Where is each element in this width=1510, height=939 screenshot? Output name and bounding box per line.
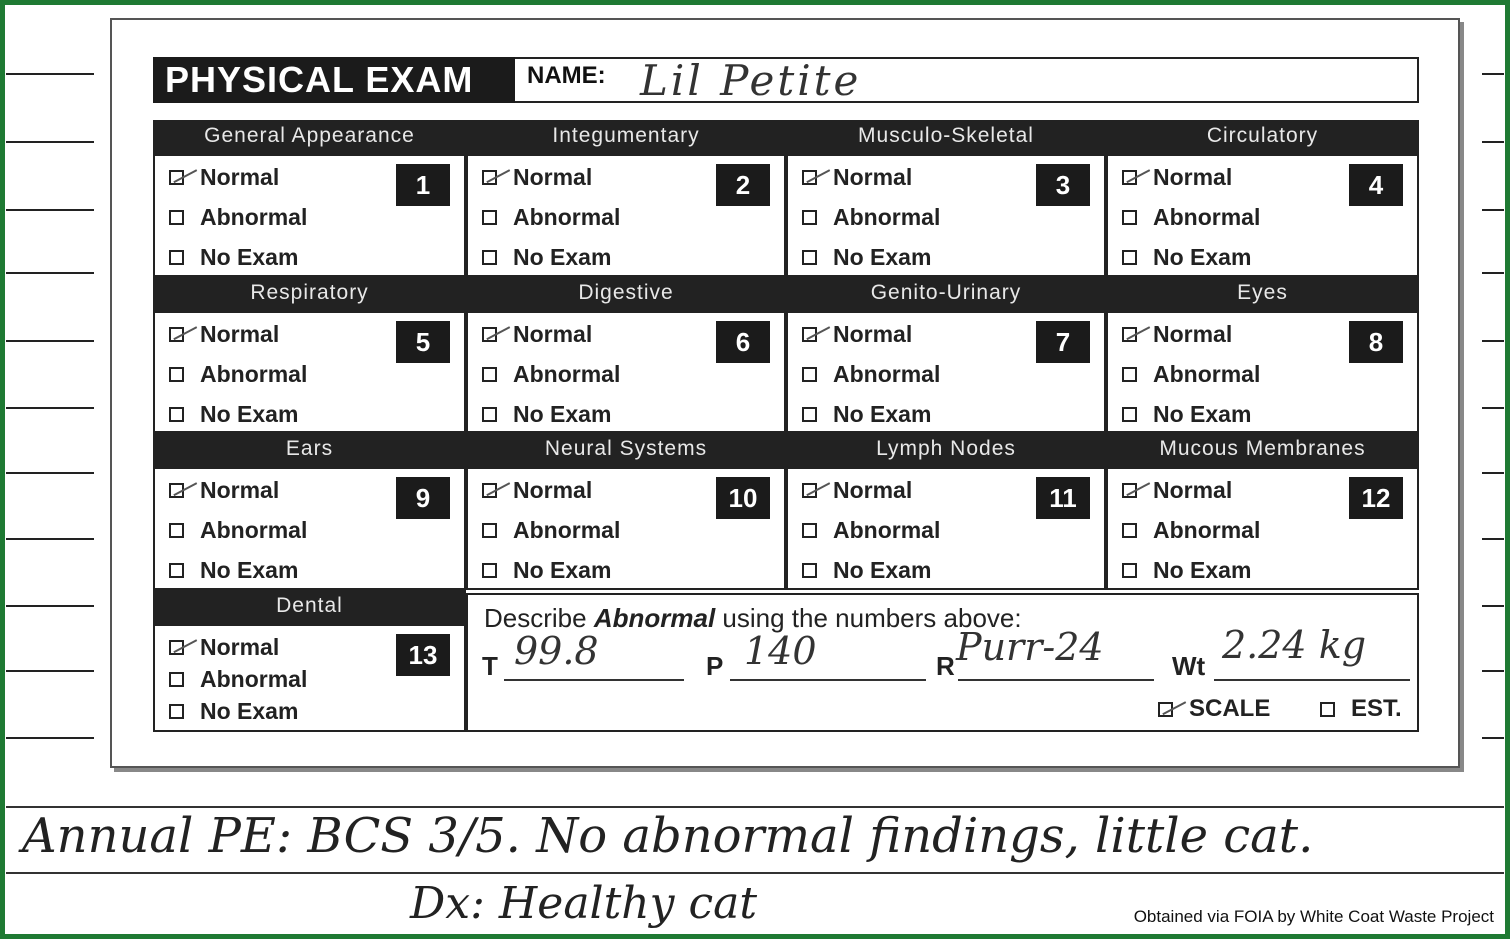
option-no-exam[interactable]: No Exam: [169, 401, 298, 428]
option-normal[interactable]: Normal: [482, 164, 592, 191]
checkbox[interactable]: [802, 327, 817, 342]
checkbox[interactable]: [482, 523, 497, 538]
section-title: Neural Systems: [466, 433, 786, 467]
section-cell: [153, 624, 466, 732]
section-title: Digestive: [466, 277, 786, 311]
section-title: Eyes: [1106, 277, 1419, 311]
section-number-badge: 13: [396, 634, 450, 676]
checkbox[interactable]: [482, 170, 497, 185]
checkbox[interactable]: [1122, 523, 1137, 538]
checkbox[interactable]: [802, 250, 817, 265]
option-no-exam[interactable]: No Exam: [482, 557, 611, 584]
option-abnormal[interactable]: Abnormal: [1122, 517, 1260, 544]
section-number-badge: 8: [1349, 321, 1403, 363]
checkbox[interactable]: [802, 483, 817, 498]
option-normal[interactable]: Normal: [169, 477, 279, 504]
option-no-exam[interactable]: No Exam: [482, 244, 611, 271]
option-no-exam[interactable]: No Exam: [802, 557, 931, 584]
checkbox[interactable]: [169, 250, 184, 265]
option-abnormal[interactable]: Abnormal: [802, 517, 940, 544]
option-normal[interactable]: Normal: [802, 321, 912, 348]
section-cell: [466, 311, 786, 433]
checkbox[interactable]: [169, 170, 184, 185]
checkbox[interactable]: [482, 327, 497, 342]
checkbox[interactable]: [169, 407, 184, 422]
option-abnormal[interactable]: Abnormal: [169, 666, 307, 693]
est-option[interactable]: EST.: [1320, 695, 1402, 723]
section-title: Genito-Urinary: [786, 277, 1106, 311]
checkbox[interactable]: [169, 523, 184, 538]
checkbox[interactable]: [1122, 250, 1137, 265]
option-no-exam[interactable]: No Exam: [1122, 557, 1251, 584]
checkbox[interactable]: [1122, 210, 1137, 225]
section-number-badge: 5: [396, 321, 450, 363]
temp-value[interactable]: 99.8: [514, 629, 599, 673]
option-normal[interactable]: Normal: [169, 164, 279, 191]
section-number-badge: 10: [716, 477, 770, 519]
option-normal[interactable]: Normal: [482, 477, 592, 504]
resp-label: R: [936, 651, 955, 681]
section-title: Lymph Nodes: [786, 433, 1106, 467]
option-abnormal[interactable]: Abnormal: [1122, 361, 1260, 388]
checkbox[interactable]: [169, 704, 184, 719]
checkbox[interactable]: [169, 210, 184, 225]
option-abnormal[interactable]: Abnormal: [169, 517, 307, 544]
section-cell: [786, 311, 1106, 433]
foia-watermark: Obtained via FOIA by White Coat Waste Project: [1133, 907, 1494, 926]
option-abnormal[interactable]: Abnormal: [802, 204, 940, 231]
section-number-badge: 1: [396, 164, 450, 206]
checkbox[interactable]: [1122, 170, 1137, 185]
note-line-1: Annual PE: BCS 3/5. No abnormal findings, little cat.: [22, 808, 1314, 864]
checkbox[interactable]: [1122, 327, 1137, 342]
section-cell: [1106, 154, 1419, 277]
est-checkbox[interactable]: [1320, 702, 1335, 717]
section-title: Respiratory: [153, 277, 466, 311]
checkbox[interactable]: [169, 327, 184, 342]
option-abnormal[interactable]: Abnormal: [802, 361, 940, 388]
checkbox[interactable]: [482, 483, 497, 498]
section-title: Ears: [153, 433, 466, 467]
option-no-exam[interactable]: No Exam: [169, 698, 298, 725]
resp-value[interactable]: Purr-24: [956, 625, 1104, 669]
option-no-exam[interactable]: No Exam: [169, 557, 298, 584]
section-title: Circulatory: [1106, 120, 1419, 154]
option-no-exam[interactable]: No Exam: [482, 401, 611, 428]
section-number-badge: 9: [396, 477, 450, 519]
section-title: Dental: [153, 590, 466, 624]
option-no-exam[interactable]: No Exam: [802, 401, 931, 428]
checkbox[interactable]: [169, 672, 184, 687]
pulse-label: P: [706, 651, 724, 681]
name-label: NAME:: [527, 62, 606, 89]
checkbox[interactable]: [802, 523, 817, 538]
section-number-badge: 4: [1349, 164, 1403, 206]
option-normal[interactable]: Normal: [169, 321, 279, 348]
temp-line: [504, 679, 684, 681]
section-number-badge: 11: [1036, 477, 1090, 519]
option-abnormal[interactable]: Abnormal: [169, 204, 307, 231]
weight-value[interactable]: 2.24 kg: [1222, 623, 1367, 667]
section-number-badge: 3: [1036, 164, 1090, 206]
section-title: General Appearance: [153, 120, 466, 154]
checkbox[interactable]: [802, 170, 817, 185]
option-no-exam[interactable]: No Exam: [169, 244, 298, 271]
section-cell: [1106, 311, 1419, 433]
name-value[interactable]: Lil Petite: [640, 56, 862, 105]
section-cell: [153, 467, 466, 590]
checkbox[interactable]: [802, 407, 817, 422]
checkbox[interactable]: [169, 367, 184, 382]
option-abnormal[interactable]: Abnormal: [1122, 204, 1260, 231]
option-normal[interactable]: Normal: [1122, 321, 1232, 348]
section-cell: [786, 154, 1106, 277]
checkbox[interactable]: [482, 563, 497, 578]
checkbox[interactable]: [1122, 407, 1137, 422]
section-title: Integumentary: [466, 120, 786, 154]
option-abnormal[interactable]: Abnormal: [482, 517, 620, 544]
temp-label: T: [482, 651, 498, 681]
checkbox[interactable]: [802, 210, 817, 225]
section-cell: [466, 467, 786, 590]
option-abnormal[interactable]: Abnormal: [169, 361, 307, 388]
option-normal[interactable]: Normal: [802, 164, 912, 191]
scale-option[interactable]: SCALE: [1158, 695, 1270, 723]
option-no-exam[interactable]: No Exam: [1122, 244, 1251, 271]
form-title: PHYSICAL EXAM: [153, 57, 515, 103]
scale-checkbox[interactable]: [1158, 702, 1173, 717]
note-line-2: Dx: Healthy cat: [410, 878, 758, 929]
option-abnormal[interactable]: Abnormal: [482, 361, 620, 388]
resp-line: [958, 679, 1154, 681]
option-normal[interactable]: Normal: [1122, 164, 1232, 191]
option-no-exam[interactable]: No Exam: [1122, 401, 1251, 428]
pulse-line: [730, 679, 926, 681]
pulse-value[interactable]: 140: [744, 629, 817, 673]
ruled-line: [6, 872, 1504, 874]
checkbox[interactable]: [1122, 367, 1137, 382]
checkbox[interactable]: [169, 563, 184, 578]
section-cell: [153, 154, 466, 277]
checkbox[interactable]: [482, 407, 497, 422]
section-title: Mucous Membranes: [1106, 433, 1419, 467]
checkbox[interactable]: [482, 210, 497, 225]
section-number-badge: 7: [1036, 321, 1090, 363]
describe-heading: Describe Abnormal using the numbers above:: [484, 603, 1022, 633]
checkbox[interactable]: [802, 563, 817, 578]
option-abnormal[interactable]: Abnormal: [482, 204, 620, 231]
checkbox[interactable]: [169, 483, 184, 498]
option-normal[interactable]: Normal: [482, 321, 592, 348]
checkbox[interactable]: [482, 250, 497, 265]
checkbox[interactable]: [169, 640, 184, 655]
weight-label: Wt: [1172, 651, 1206, 681]
option-normal[interactable]: Normal: [1122, 477, 1232, 504]
section-cell: [786, 467, 1106, 590]
weight-line: [1214, 679, 1410, 681]
option-normal[interactable]: Normal: [802, 477, 912, 504]
section-number-badge: 2: [716, 164, 770, 206]
section-number-badge: 6: [716, 321, 770, 363]
section-title: Musculo-Skeletal: [786, 120, 1106, 154]
checkbox[interactable]: [1122, 483, 1137, 498]
checkbox[interactable]: [1122, 563, 1137, 578]
checkbox[interactable]: [482, 367, 497, 382]
option-normal[interactable]: Normal: [169, 634, 279, 661]
section-cell: [153, 311, 466, 433]
section-cell: [1106, 467, 1419, 590]
section-number-badge: 12: [1349, 477, 1403, 519]
section-cell: [466, 154, 786, 277]
checkbox[interactable]: [802, 367, 817, 382]
option-no-exam[interactable]: No Exam: [802, 244, 931, 271]
describe-abnormal-box: [466, 593, 1419, 732]
